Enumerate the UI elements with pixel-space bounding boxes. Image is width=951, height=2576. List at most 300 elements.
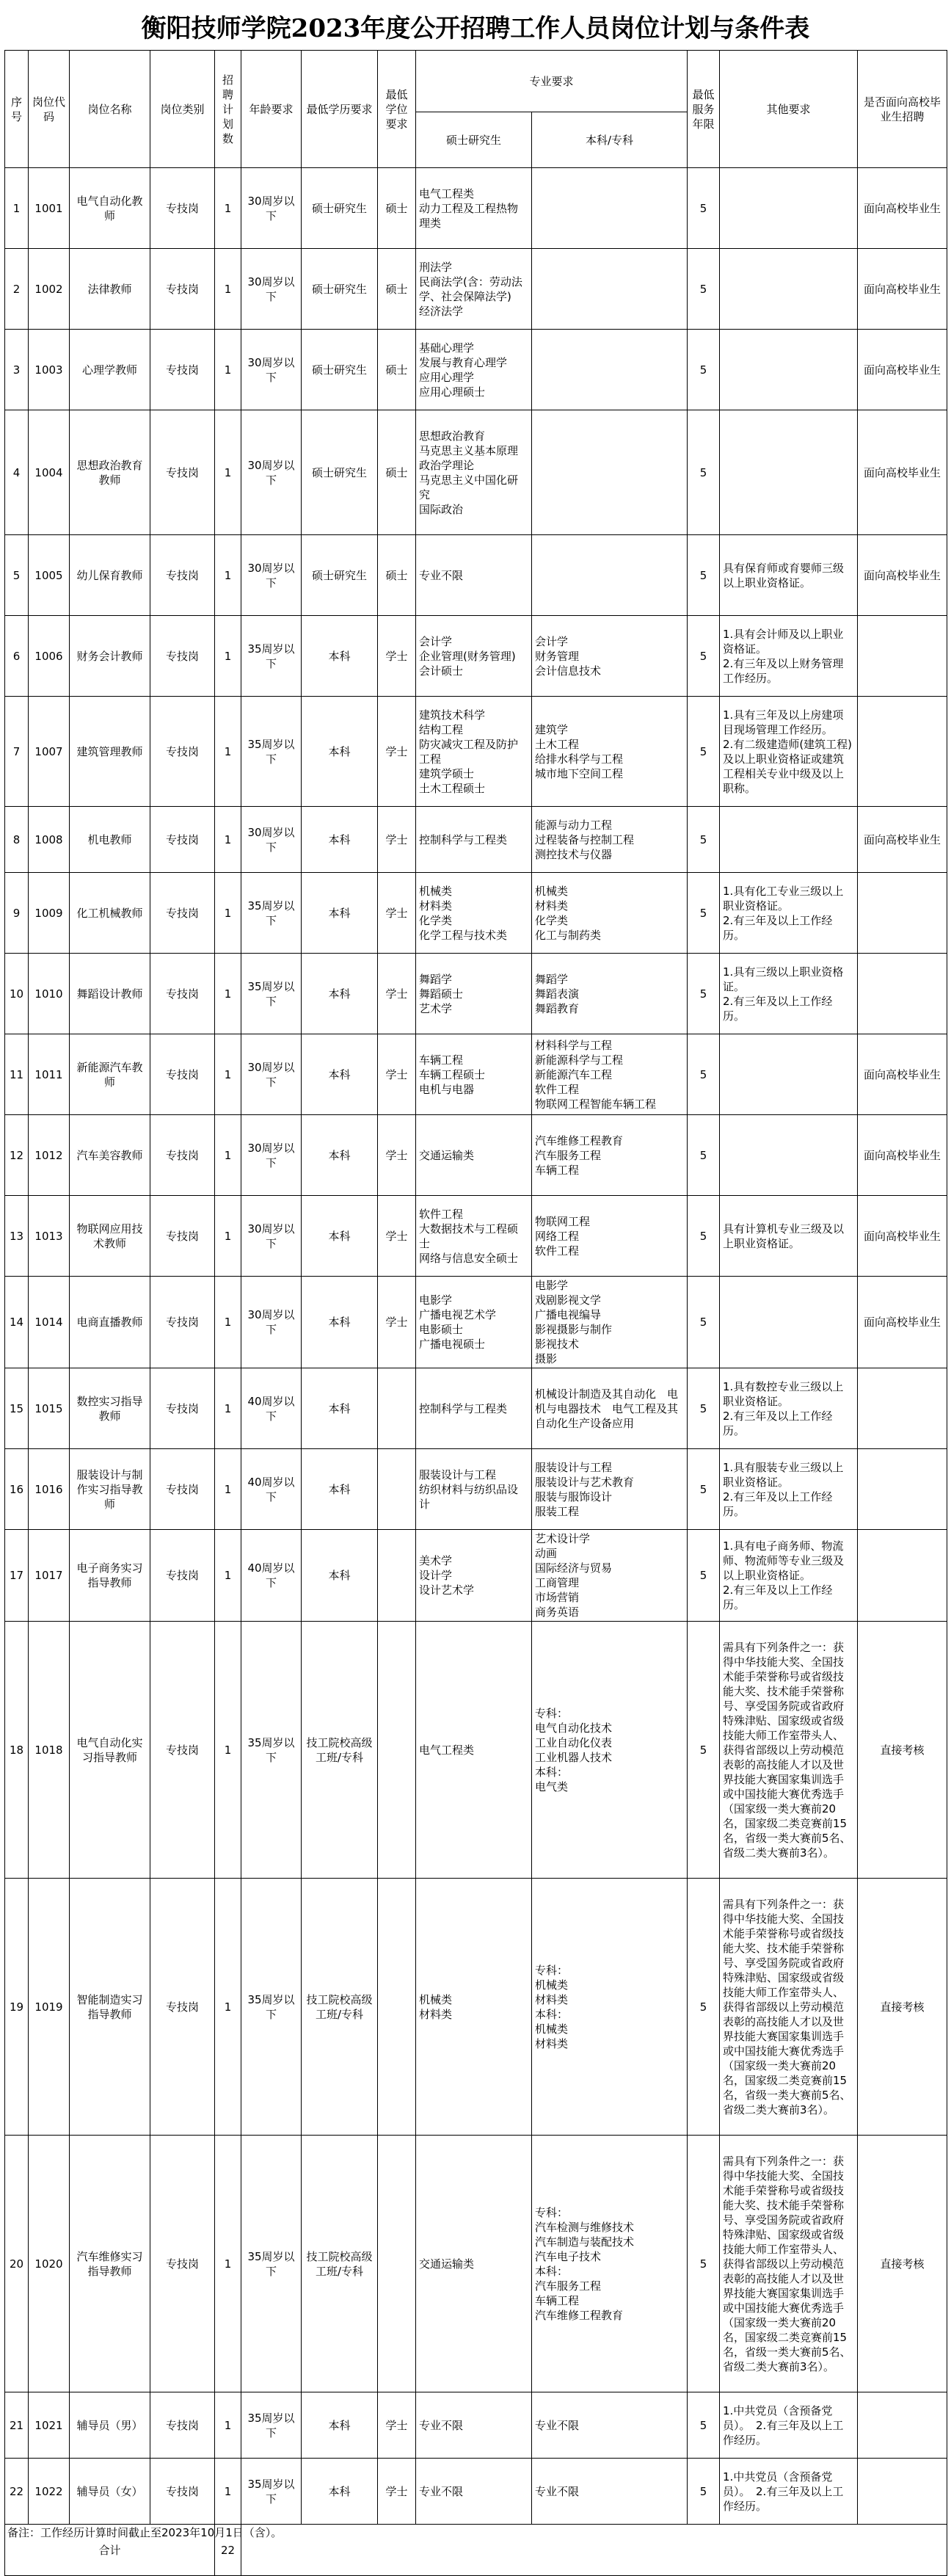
row-major-bachelor: 电影学 戏剧影视文学 广播电视编导 影视摄影与制作 影视技术 摄影 <box>532 1277 688 1368</box>
row-other: 1.具有会计师及以上职业资格证。 2.有三年及以上财务管理工作经历。 <box>720 616 858 697</box>
row-other <box>720 168 858 249</box>
row-grad <box>858 1530 947 1622</box>
footnote: 备注：工作经历计算时间截止至2023年10月1日（含）。 <box>7 2526 283 2539</box>
row-degree <box>378 2136 416 2392</box>
row-name: 思想政治教育教师 <box>70 410 150 535</box>
row-category: 专技岗 <box>150 616 215 697</box>
row-grad: 面向高校毕业生 <box>858 1115 947 1196</box>
row-code: 1004 <box>29 410 70 535</box>
row-name: 汽车美容教师 <box>70 1115 150 1196</box>
row-name: 机电教师 <box>70 807 150 873</box>
row-degree: 硕士 <box>378 168 416 249</box>
row-category: 专技岗 <box>150 1034 215 1115</box>
header-grad: 是否面向高校毕业生招聘 <box>858 51 947 168</box>
row-code: 1013 <box>29 1196 70 1277</box>
row-major-master: 交通运输类 <box>416 2136 532 2392</box>
row-major-bachelor: 舞蹈学 舞蹈表演 舞蹈教育 <box>532 954 688 1034</box>
row-edu: 本科 <box>302 1034 378 1115</box>
row-seq: 22 <box>5 2459 29 2525</box>
row-major-bachelor: 机械设计制造及其自动化 电机与电器技术 电气工程及其自动化生产设备应用 <box>532 1368 688 1449</box>
row-name: 电气自动化教师 <box>70 168 150 249</box>
header-degree: 最低学位要求 <box>378 51 416 168</box>
row-service: 5 <box>688 2392 720 2459</box>
row-code: 1021 <box>29 2392 70 2459</box>
row-service: 5 <box>688 1368 720 1449</box>
header-name: 岗位名称 <box>70 51 150 168</box>
row-name: 汽车维修实习指导教师 <box>70 2136 150 2392</box>
row-major-bachelor: 会计学 财务管理 会计信息技术 <box>532 616 688 697</box>
row-edu: 本科 <box>302 1277 378 1368</box>
row-major-bachelor: 汽车维修工程教育 汽车服务工程 车辆工程 <box>532 1115 688 1196</box>
header-service: 最低服务年限 <box>688 51 720 168</box>
row-grad: 面向高校毕业生 <box>858 249 947 330</box>
row-major-bachelor: 建筑学 土木工程 给排水科学与工程 城市地下空间工程 <box>532 697 688 807</box>
row-degree: 学士 <box>378 616 416 697</box>
row-seq: 4 <box>5 410 29 535</box>
row-edu: 技工院校高级工班/专科 <box>302 1622 378 1879</box>
row-age: 30周岁以下 <box>241 330 302 410</box>
row-edu: 硕士研究生 <box>302 410 378 535</box>
row-degree: 学士 <box>378 1196 416 1277</box>
row-count: 1 <box>215 168 241 249</box>
row-name: 电商直播教师 <box>70 1277 150 1368</box>
row-service: 5 <box>688 168 720 249</box>
row-category: 专技岗 <box>150 1622 215 1879</box>
table-row <box>5 697 947 807</box>
row-service: 5 <box>688 616 720 697</box>
row-count: 1 <box>215 873 241 954</box>
table-row <box>5 535 947 616</box>
table-row <box>5 616 947 697</box>
row-other: 需具有下列条件之一：获得中华技能大奖、全国技术能手荣誉称号或省级技能大奖、技术能手荣誉称号、享受国务院或省政府特殊津贴、国家级或省级技能大师工作室带头人、获得省部级以上劳动模范表彰的高技能人才以及世界技能大赛国家集训选手或中国技能大赛优秀选手（国家级一类大赛前20名，国家级二类竞赛前15名，省级一类大赛前5名、省级二类大赛前3名）。 <box>720 1879 858 2136</box>
row-other: 1.具有三级以上职业资格证。 2.有三年及以上工作经历。 <box>720 954 858 1034</box>
row-code: 1008 <box>29 807 70 873</box>
row-major-master: 思想政治教育 马克思主义基本原理 政治学理论 马克思主义中国化研究 国际政治 <box>416 410 532 535</box>
row-category: 专技岗 <box>150 2459 215 2525</box>
row-age: 35周岁以下 <box>241 697 302 807</box>
table-row <box>5 168 947 249</box>
header-major-bachelor: 本科/专科 <box>532 112 688 168</box>
row-major-master: 专业不限 <box>416 535 532 616</box>
row-category: 专技岗 <box>150 2136 215 2392</box>
row-count: 1 <box>215 2392 241 2459</box>
row-service: 5 <box>688 1530 720 1622</box>
table-row <box>5 330 947 410</box>
row-seq: 6 <box>5 616 29 697</box>
row-major-master: 机械类 材料类 化学类 化学工程与技术类 <box>416 873 532 954</box>
row-major-bachelor: 专科： 电气自动化技术 工业自动化仪表 工业机器人技术 本科： 电气类 <box>532 1622 688 1879</box>
row-category: 专技岗 <box>150 535 215 616</box>
row-code: 1009 <box>29 873 70 954</box>
row-service: 5 <box>688 697 720 807</box>
row-code: 1017 <box>29 1530 70 1622</box>
row-degree <box>378 1368 416 1449</box>
row-major-bachelor <box>532 330 688 410</box>
row-grad <box>858 1368 947 1449</box>
row-age: 35周岁以下 <box>241 2136 302 2392</box>
row-count: 1 <box>215 249 241 330</box>
row-count: 1 <box>215 1368 241 1449</box>
row-edu: 本科 <box>302 1196 378 1277</box>
row-service: 5 <box>688 873 720 954</box>
row-name: 财务会计教师 <box>70 616 150 697</box>
row-service: 5 <box>688 249 720 330</box>
row-name: 辅导员（女） <box>70 2459 150 2525</box>
row-degree: 学士 <box>378 1115 416 1196</box>
row-category: 专技岗 <box>150 1115 215 1196</box>
row-name: 电子商务实习指导教师 <box>70 1530 150 1622</box>
row-service: 5 <box>688 954 720 1034</box>
row-other: 1.具有数控专业三级以上职业资格证。 2.有三年及以上工作经历。 <box>720 1368 858 1449</box>
row-service: 5 <box>688 1115 720 1196</box>
row-edu: 本科 <box>302 873 378 954</box>
row-name: 幼儿保育教师 <box>70 535 150 616</box>
row-service: 5 <box>688 1034 720 1115</box>
row-major-master: 电气工程类 <box>416 1622 532 1879</box>
row-grad <box>858 873 947 954</box>
row-major-master: 专业不限 <box>416 2459 532 2525</box>
row-name: 服装设计与制作实习指导教师 <box>70 1449 150 1530</box>
row-major-master: 刑法学 民商法学(含：劳动法学、社会保障法学) 经济法学 <box>416 249 532 330</box>
row-edu: 本科 <box>302 1115 378 1196</box>
row-major-bachelor: 服装设计与工程 服装设计与艺术教育 服装与服饰设计 服装工程 <box>532 1449 688 1530</box>
row-age: 35周岁以下 <box>241 1879 302 2136</box>
row-count: 1 <box>215 616 241 697</box>
row-major-master: 基础心理学 发展与教育心理学 应用心理学 应用心理硕士 <box>416 330 532 410</box>
row-seq: 10 <box>5 954 29 1034</box>
row-major-bachelor: 专业不限 <box>532 2392 688 2459</box>
row-age: 40周岁以下 <box>241 1530 302 1622</box>
row-degree: 学士 <box>378 873 416 954</box>
row-count: 1 <box>215 1034 241 1115</box>
row-edu: 硕士研究生 <box>302 535 378 616</box>
row-major-bachelor: 机械类 材料类 化学类 化工与制药类 <box>532 873 688 954</box>
row-degree: 学士 <box>378 954 416 1034</box>
row-major-bachelor: 物联网工程 网络工程 软件工程 <box>532 1196 688 1277</box>
table-row <box>5 1196 947 1277</box>
row-code: 1020 <box>29 2136 70 2392</box>
row-name: 建筑管理教师 <box>70 697 150 807</box>
row-name: 数控实习指导教师 <box>70 1368 150 1449</box>
row-major-bachelor <box>532 168 688 249</box>
row-age: 30周岁以下 <box>241 1034 302 1115</box>
row-name: 电气自动化实习指导教师 <box>70 1622 150 1879</box>
row-count: 1 <box>215 954 241 1034</box>
row-code: 1022 <box>29 2459 70 2525</box>
row-age: 35周岁以下 <box>241 2392 302 2459</box>
row-edu: 本科 <box>302 954 378 1034</box>
row-edu: 本科 <box>302 2392 378 2459</box>
row-age: 35周岁以下 <box>241 616 302 697</box>
row-service: 5 <box>688 330 720 410</box>
row-degree: 学士 <box>378 807 416 873</box>
header-count: 招聘计划数 <box>215 51 241 168</box>
row-age: 35周岁以下 <box>241 2459 302 2525</box>
row-major-master: 舞蹈学 舞蹈硕士 艺术学 <box>416 954 532 1034</box>
row-major-bachelor <box>532 410 688 535</box>
row-degree: 硕士 <box>378 410 416 535</box>
row-seq: 21 <box>5 2392 29 2459</box>
row-service: 5 <box>688 1449 720 1530</box>
row-degree: 硕士 <box>378 249 416 330</box>
row-grad <box>858 2392 947 2459</box>
row-other: 1.具有化工专业三级以上职业资格证。 2.有三年及以上工作经历。 <box>720 873 858 954</box>
row-count: 1 <box>215 1115 241 1196</box>
row-major-master: 交通运输类 <box>416 1115 532 1196</box>
table-row <box>5 2392 947 2459</box>
row-grad <box>858 697 947 807</box>
row-code: 1002 <box>29 249 70 330</box>
row-other <box>720 807 858 873</box>
row-category: 专技岗 <box>150 330 215 410</box>
table-row <box>5 1277 947 1368</box>
row-category: 专技岗 <box>150 873 215 954</box>
header-edu: 最低学历要求 <box>302 51 378 168</box>
row-service: 5 <box>688 807 720 873</box>
row-count: 1 <box>215 1879 241 2136</box>
row-other <box>720 1034 858 1115</box>
row-major-bachelor <box>532 249 688 330</box>
row-major-bachelor: 材料科学与工程 新能源科学与工程 新能源汽车工程 软件工程 物联网工程智能车辆工程 <box>532 1034 688 1115</box>
page-title: 衡阳技师学院2023年度公开招聘工作人员岗位计划与条件表 <box>141 14 810 43</box>
row-other: 1.具有服装专业三级以上职业资格证。 2.有三年及以上工作经历。 <box>720 1449 858 1530</box>
row-other: 具有计算机专业三级及以上职业资格证。 <box>720 1196 858 1277</box>
row-name: 新能源汽车教师 <box>70 1034 150 1115</box>
row-name: 辅导员（男） <box>70 2392 150 2459</box>
row-service: 5 <box>688 2459 720 2525</box>
row-age: 30周岁以下 <box>241 1277 302 1368</box>
row-grad <box>858 616 947 697</box>
row-seq: 7 <box>5 697 29 807</box>
row-edu: 本科 <box>302 1449 378 1530</box>
row-category: 专技岗 <box>150 697 215 807</box>
row-degree <box>378 1879 416 2136</box>
row-major-master: 建筑技术科学 结构工程 防灾减灾工程及防护工程 建筑学硕士 土木工程硕士 <box>416 697 532 807</box>
row-grad <box>858 2459 947 2525</box>
row-code: 1007 <box>29 697 70 807</box>
header-category: 岗位类别 <box>150 51 215 168</box>
table-row <box>5 807 947 873</box>
row-service: 5 <box>688 410 720 535</box>
row-major-master: 电气工程类 动力工程及工程热物理类 <box>416 168 532 249</box>
total-label: 合计 <box>5 2525 215 2576</box>
row-edu: 本科 <box>302 807 378 873</box>
row-category: 专技岗 <box>150 1277 215 1368</box>
row-other <box>720 1277 858 1368</box>
row-code: 1012 <box>29 1115 70 1196</box>
table-row <box>5 954 947 1034</box>
row-age: 40周岁以下 <box>241 1449 302 1530</box>
row-other <box>720 1115 858 1196</box>
row-seq: 8 <box>5 807 29 873</box>
row-degree <box>378 1449 416 1530</box>
row-category: 专技岗 <box>150 2392 215 2459</box>
row-edu: 技工院校高级工班/专科 <box>302 1879 378 2136</box>
row-edu: 硕士研究生 <box>302 249 378 330</box>
row-count: 1 <box>215 1622 241 1879</box>
row-code: 1003 <box>29 330 70 410</box>
row-grad <box>858 954 947 1034</box>
table-row <box>5 1115 947 1196</box>
row-grad: 面向高校毕业生 <box>858 807 947 873</box>
row-other <box>720 249 858 330</box>
header-age: 年龄要求 <box>241 51 302 168</box>
row-count: 1 <box>215 2136 241 2392</box>
row-degree: 硕士 <box>378 330 416 410</box>
row-code: 1014 <box>29 1277 70 1368</box>
row-category: 专技岗 <box>150 1196 215 1277</box>
row-edu: 本科 <box>302 1530 378 1622</box>
row-service: 5 <box>688 1196 720 1277</box>
row-age: 30周岁以下 <box>241 249 302 330</box>
row-seq: 12 <box>5 1115 29 1196</box>
row-major-master: 控制科学与工程类 <box>416 807 532 873</box>
row-degree <box>378 1530 416 1622</box>
row-category: 专技岗 <box>150 168 215 249</box>
row-major-bachelor: 专科： 机械类 材料类 本科： 机械类 材料类 <box>532 1879 688 2136</box>
row-degree: 学士 <box>378 2392 416 2459</box>
header-major: 专业要求 <box>416 51 688 112</box>
row-category: 专技岗 <box>150 1530 215 1622</box>
row-seq: 9 <box>5 873 29 954</box>
row-count: 1 <box>215 2459 241 2525</box>
row-category: 专技岗 <box>150 1368 215 1449</box>
row-degree: 硕士 <box>378 535 416 616</box>
row-major-master: 车辆工程 车辆工程硕士 电机与电器 <box>416 1034 532 1115</box>
row-degree: 学士 <box>378 697 416 807</box>
row-seq: 2 <box>5 249 29 330</box>
row-major-master: 机械类 材料类 <box>416 1879 532 2136</box>
row-count: 1 <box>215 1277 241 1368</box>
row-degree <box>378 1622 416 1879</box>
row-age: 35周岁以下 <box>241 873 302 954</box>
table-row <box>5 2459 947 2525</box>
row-code: 1015 <box>29 1368 70 1449</box>
row-other: 具有保育师或育婴师三级以上职业资格证。 <box>720 535 858 616</box>
header-major-master: 硕士研究生 <box>416 112 532 168</box>
row-edu: 硕士研究生 <box>302 330 378 410</box>
total-count: 22 <box>215 2525 241 2576</box>
row-grad: 面向高校毕业生 <box>858 1034 947 1115</box>
row-seq: 16 <box>5 1449 29 1530</box>
row-other: 1.中共党员（含预备党员）。 2.有三年及以上工作经历。 <box>720 2459 858 2525</box>
row-grad: 直接考核 <box>858 2136 947 2392</box>
row-age: 35周岁以下 <box>241 1622 302 1879</box>
row-other: 需具有下列条件之一：获得中华技能大奖、全国技术能手荣誉称号或省级技能大奖、技术能手荣誉称号、享受国务院或省政府特殊津贴、国家级或省级技能大师工作室带头人、获得省部级以上劳动模范表彰的高技能人才以及世界技能大赛国家集训选手或中国技能大赛优秀选手（国家级一类大赛前20名，国家级二类竞赛前15名，省级一类大赛前5名、省级二类大赛前3名）。 <box>720 1622 858 1879</box>
row-edu: 本科 <box>302 697 378 807</box>
row-service: 5 <box>688 535 720 616</box>
row-grad: 面向高校毕业生 <box>858 410 947 535</box>
row-major-bachelor: 专业不限 <box>532 2459 688 2525</box>
row-name: 智能制造实习指导教师 <box>70 1879 150 2136</box>
row-grad <box>858 1449 947 1530</box>
row-age: 35周岁以下 <box>241 954 302 1034</box>
row-category: 专技岗 <box>150 1879 215 2136</box>
row-age: 30周岁以下 <box>241 1196 302 1277</box>
row-seq: 15 <box>5 1368 29 1449</box>
row-major-master: 会计学 企业管理(财务管理) 会计硕士 <box>416 616 532 697</box>
table-row <box>5 1449 947 1530</box>
row-seq: 13 <box>5 1196 29 1277</box>
row-name: 化工机械教师 <box>70 873 150 954</box>
row-grad: 面向高校毕业生 <box>858 330 947 410</box>
row-seq: 19 <box>5 1879 29 2136</box>
row-seq: 1 <box>5 168 29 249</box>
row-other: 1.具有三年及以上房建项目现场管理工作经历。 2.有二级建造师(建筑工程)及以上职业资格证或建筑工程相关专业中级及以上职称。 <box>720 697 858 807</box>
row-other <box>720 330 858 410</box>
row-category: 专技岗 <box>150 807 215 873</box>
row-major-bachelor <box>532 535 688 616</box>
row-count: 1 <box>215 807 241 873</box>
row-service: 5 <box>688 1879 720 2136</box>
row-major-master: 专业不限 <box>416 2392 532 2459</box>
row-edu: 本科 <box>302 616 378 697</box>
row-other <box>720 410 858 535</box>
row-seq: 11 <box>5 1034 29 1115</box>
row-major-master: 电影学 广播电视艺术学 电影硕士 广播电视硕士 <box>416 1277 532 1368</box>
row-code: 1006 <box>29 616 70 697</box>
table-row <box>5 1368 947 1449</box>
header-seq: 序号 <box>5 51 29 168</box>
table-row <box>5 2136 947 2392</box>
row-grad: 直接考核 <box>858 1622 947 1879</box>
row-age: 30周岁以下 <box>241 807 302 873</box>
row-code: 1005 <box>29 535 70 616</box>
row-code: 1019 <box>29 1879 70 2136</box>
row-count: 1 <box>215 697 241 807</box>
row-major-bachelor: 专科： 汽车检测与维修技术 汽车制造与装配技术 汽车电子技术 本科： 汽车服务工程 车辆工程 汽车维修工程教育 <box>532 2136 688 2392</box>
row-name: 心理学教师 <box>70 330 150 410</box>
row-edu: 本科 <box>302 1368 378 1449</box>
row-other: 1.中共党员（含预备党员）。 2.有三年及以上工作经历。 <box>720 2392 858 2459</box>
row-count: 1 <box>215 330 241 410</box>
header-other: 其他要求 <box>720 51 858 168</box>
row-seq: 20 <box>5 2136 29 2392</box>
row-major-master: 控制科学与工程类 <box>416 1368 532 1449</box>
row-other: 需具有下列条件之一：获得中华技能大奖、全国技术能手荣誉称号或省级技能大奖、技术能手荣誉称号、享受国务院或省政府特殊津贴、国家级或省级技能大师工作室带头人、获得省部级以上劳动模范表彰的高技能人才以及世界技能大赛国家集训选手或中国技能大赛优秀选手（国家级一类大赛前20名，国家级二类竞赛前15名，省级一类大赛前5名、省级二类大赛前3名）。 <box>720 2136 858 2392</box>
row-grad: 直接考核 <box>858 1879 947 2136</box>
table-row <box>5 1622 947 1879</box>
row-edu: 硕士研究生 <box>302 168 378 249</box>
row-count: 1 <box>215 535 241 616</box>
row-name: 物联网应用技术教师 <box>70 1196 150 1277</box>
row-code: 1016 <box>29 1449 70 1530</box>
row-major-bachelor: 艺术设计学 动画 国际经济与贸易 工商管理 市场营销 商务英语 <box>532 1530 688 1622</box>
row-service: 5 <box>688 2136 720 2392</box>
header-code: 岗位代码 <box>29 51 70 168</box>
row-code: 1018 <box>29 1622 70 1879</box>
row-seq: 14 <box>5 1277 29 1368</box>
row-age: 30周岁以下 <box>241 1115 302 1196</box>
row-age: 30周岁以下 <box>241 410 302 535</box>
row-count: 1 <box>215 1449 241 1530</box>
row-grad: 面向高校毕业生 <box>858 1196 947 1277</box>
row-category: 专技岗 <box>150 410 215 535</box>
row-code: 1010 <box>29 954 70 1034</box>
table-row <box>5 1879 947 2136</box>
row-age: 30周岁以下 <box>241 168 302 249</box>
row-age: 30周岁以下 <box>241 535 302 616</box>
table-row <box>5 249 947 330</box>
row-name: 舞蹈设计教师 <box>70 954 150 1034</box>
row-grad: 面向高校毕业生 <box>858 535 947 616</box>
row-degree: 学士 <box>378 1034 416 1115</box>
row-service: 5 <box>688 1277 720 1368</box>
row-code: 1001 <box>29 168 70 249</box>
row-count: 1 <box>215 1196 241 1277</box>
table-row <box>5 410 947 535</box>
table-row <box>5 873 947 954</box>
